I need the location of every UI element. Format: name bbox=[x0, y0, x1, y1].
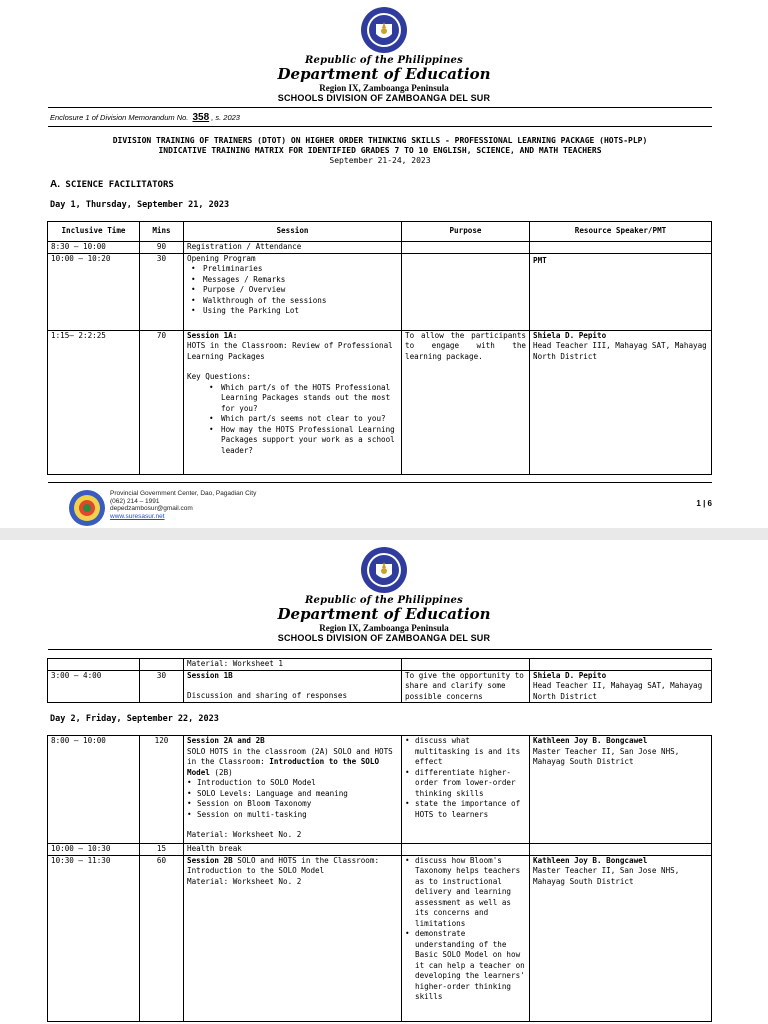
list-item: • Messages / Remarks bbox=[187, 275, 398, 286]
title-line-2: INDICATIVE TRAINING MATRIX FOR IDENTIFIED GRADES 7 TO 10 ENGLISH, SCIENCE, AND MATH TEACHERS bbox=[158, 146, 602, 155]
row-session bbox=[184, 855, 402, 1021]
table-header-row bbox=[48, 222, 712, 242]
session-title: Session 1B bbox=[187, 670, 233, 680]
row-purpose bbox=[402, 855, 530, 1021]
letterhead bbox=[0, 546, 768, 643]
row-time: 10:00 – 10:20 bbox=[48, 253, 140, 330]
division-text: SCHOOLS DIVISION OF ZAMBOANGA DEL SUR bbox=[277, 93, 491, 103]
col-session: Session bbox=[184, 222, 402, 242]
row-speaker bbox=[530, 670, 712, 703]
title-dates: September 21-24, 2023 bbox=[329, 156, 431, 165]
row-purpose bbox=[402, 659, 530, 671]
row-speaker bbox=[530, 855, 712, 1021]
republic-text: Republic of the Philippines bbox=[305, 55, 463, 66]
list-item: • Session on Bloom Taxonomy bbox=[187, 799, 398, 810]
row-speaker bbox=[530, 330, 712, 474]
row-session bbox=[184, 736, 402, 844]
row-mins bbox=[140, 659, 184, 671]
row-time: 1:15– 2:2:25 bbox=[48, 330, 140, 474]
table-row bbox=[48, 659, 712, 671]
session-title: Session 2A and 2B bbox=[187, 736, 265, 745]
section-letter: A. bbox=[50, 179, 60, 190]
republic-text: Republic of the Philippines bbox=[305, 595, 463, 606]
continuation-table bbox=[47, 658, 712, 703]
list-item: • Walkthrough of the sessions bbox=[187, 296, 398, 307]
session-desc-b: (2B) bbox=[209, 767, 233, 777]
document-page-2 bbox=[0, 540, 768, 1024]
day2-table bbox=[47, 735, 712, 1022]
list-item: • demonstrate understanding of the Basic SOLO Model on how it can help a teacher on developing the learners' higher-order thinking skills bbox=[405, 929, 526, 1003]
row-speaker bbox=[530, 844, 712, 856]
list-item: • Which part/s seems not clear to you? bbox=[187, 414, 398, 425]
enclosure-prefix: Enclosure 1 of Division Memorandum No. bbox=[50, 113, 189, 122]
session-bullets bbox=[187, 264, 398, 317]
list-item: • Using the Parking Lot bbox=[187, 306, 398, 317]
session-description bbox=[187, 747, 398, 779]
page-number: 1 | 6 bbox=[696, 499, 712, 508]
day2-heading: Day 2, Friday, September 22, 2023 bbox=[50, 714, 219, 724]
row-purpose: To allow the participants to engage with the learning package. bbox=[402, 330, 530, 474]
deped-seal-icon bbox=[360, 546, 408, 594]
list-item: • differentiate higher-order from lower-order thinking skills bbox=[405, 768, 526, 800]
session-title: Opening Program bbox=[187, 253, 256, 263]
footer-phone: (062) 214 – 1991 bbox=[110, 497, 160, 505]
session-description: HOTS in the Classroom: Review of Professional Learning Packages bbox=[187, 341, 393, 361]
row-time: 3:00 – 4:00 bbox=[48, 670, 140, 703]
row-time bbox=[48, 659, 140, 671]
memo-number: 358 bbox=[192, 112, 210, 123]
col-time: Inclusive Time bbox=[48, 222, 140, 242]
row-mins: 30 bbox=[140, 670, 184, 703]
session-desc: SOLO and HOTS in the Classroom: Introduction to the SOLO Model bbox=[187, 855, 380, 875]
section-heading bbox=[50, 179, 174, 190]
session-material: Material: Worksheet No. 2 bbox=[187, 876, 302, 886]
session-material: Material: Worksheet No. 2 bbox=[187, 830, 302, 839]
header-rule bbox=[48, 107, 712, 108]
session-bullets bbox=[187, 778, 398, 820]
row-session: Registration / Attendance bbox=[184, 242, 402, 254]
row-speaker bbox=[530, 736, 712, 844]
purpose-bullets bbox=[405, 736, 526, 820]
col-speaker: Resource Speaker/PMT bbox=[530, 222, 712, 242]
speaker-name: Shiela D. Pepito bbox=[533, 330, 607, 340]
table-row bbox=[48, 670, 712, 703]
purpose-bullets bbox=[405, 856, 526, 1003]
row-session: Health break bbox=[184, 844, 402, 856]
row-session bbox=[184, 670, 402, 703]
row-session bbox=[184, 253, 402, 330]
footer-contact bbox=[110, 490, 256, 520]
row-speaker bbox=[530, 659, 712, 671]
day1-table bbox=[47, 221, 712, 475]
footer-address: Provincial Government Center, Dao, Pagadian City bbox=[110, 490, 257, 497]
section-label: SCIENCE FACILITATORS bbox=[65, 180, 174, 190]
table-row bbox=[48, 736, 712, 844]
key-questions bbox=[187, 383, 398, 457]
day1-heading: Day 1, Thursday, September 21, 2023 bbox=[50, 200, 230, 210]
col-purpose: Purpose bbox=[402, 222, 530, 242]
row-mins: 60 bbox=[140, 855, 184, 1021]
session-title: Session 2B bbox=[187, 855, 233, 865]
page-footer bbox=[48, 482, 712, 526]
row-time: 8:30 – 10:00 bbox=[48, 242, 140, 254]
header-rule bbox=[48, 649, 712, 650]
list-item: • discuss how Bloom's Taxonomy helps teachers as to instructional delivery and learning assessment as well as its concerns and limitations bbox=[405, 856, 526, 930]
table-row bbox=[48, 330, 712, 474]
title-line-1: DIVISION TRAINING OF TRAINERS (DTOT) ON HIGHER ORDER THINKING SKILLS - PROFESSIONAL LEARNING PACKAGE (HOTS-PLP) bbox=[112, 136, 648, 145]
row-speaker: PMT bbox=[530, 253, 712, 330]
footer-website-link[interactable]: www.suresasur.net bbox=[110, 512, 165, 520]
department-name: Department of Education bbox=[277, 65, 491, 83]
list-item: • state the importance of HOTS to learners bbox=[405, 799, 526, 820]
speaker-position: Master Teacher II, San Jose NHS, Mahayag South District bbox=[533, 746, 680, 766]
table-row bbox=[48, 253, 712, 330]
list-item: • How may the HOTS Professional Learning Packages support your work as a school leader? bbox=[187, 425, 398, 457]
speaker-name: Kathleen Joy B. Bongcawel bbox=[533, 736, 648, 745]
list-item: • discuss what multitasking is and its effect bbox=[405, 736, 526, 768]
enclosure-series: , s. 2023 bbox=[211, 113, 240, 122]
table-row bbox=[48, 844, 712, 856]
row-time: 10:00 – 10:30 bbox=[48, 844, 140, 856]
session-description: Discussion and sharing of responses bbox=[187, 691, 348, 700]
speaker-position: Head Teacher III, Mahayag SAT, Mahayag North District bbox=[533, 341, 707, 361]
speaker-name: Shiela D. Pepito bbox=[533, 670, 607, 680]
row-purpose bbox=[402, 242, 530, 254]
row-mins: 15 bbox=[140, 844, 184, 856]
row-purpose: To give the opportunity to share and clarify some possible concerns bbox=[402, 670, 530, 703]
list-item: • Introduction to SOLO Model bbox=[187, 778, 398, 789]
row-purpose bbox=[402, 736, 530, 844]
session-desc-a: SOLO HOTS in the classroom (2A) SOLO and HOTS in the Classroom: bbox=[187, 746, 393, 766]
speaker-position: Head Teacher II, Mahayag SAT, Mahayag North District bbox=[533, 681, 703, 701]
province-seal-icon bbox=[68, 489, 106, 527]
speaker-name: Kathleen Joy B. Bongcawel bbox=[533, 855, 648, 865]
session-title: Session 1A: bbox=[187, 330, 238, 340]
row-session bbox=[184, 330, 402, 474]
table-row bbox=[48, 855, 712, 1021]
speaker-position: Master Teacher II, San Jose NHS, Mahayag South District bbox=[533, 866, 680, 886]
list-item: • Which part/s of the HOTS Professional Learning Packages stands out the most for you? bbox=[187, 383, 398, 415]
enclosure-line bbox=[50, 112, 240, 123]
table-row bbox=[48, 242, 712, 254]
list-item: • Purpose / Overview bbox=[187, 285, 398, 296]
row-mins: 90 bbox=[140, 242, 184, 254]
row-mins: 120 bbox=[140, 736, 184, 844]
row-mins: 30 bbox=[140, 253, 184, 330]
col-mins: Mins bbox=[140, 222, 184, 242]
row-purpose bbox=[402, 844, 530, 856]
list-item: • SOLO Levels: Language and meaning bbox=[187, 789, 398, 800]
list-item: • Session on multi-tasking bbox=[187, 810, 398, 821]
key-questions-label: Key Questions: bbox=[187, 372, 252, 381]
enclosure-rule bbox=[48, 126, 712, 127]
document-title bbox=[48, 136, 712, 166]
list-item: • Preliminaries bbox=[187, 264, 398, 275]
page-separator bbox=[0, 528, 768, 540]
region-text: Region IX, Zamboanga Peninsula bbox=[319, 623, 449, 633]
footer-email[interactable]: depedzambosur@gmail.com bbox=[110, 505, 193, 512]
letterhead bbox=[0, 6, 768, 103]
row-purpose bbox=[402, 253, 530, 330]
row-speaker bbox=[530, 242, 712, 254]
division-text: SCHOOLS DIVISION OF ZAMBOANGA DEL SUR bbox=[277, 633, 491, 643]
region-text: Region IX, Zamboanga Peninsula bbox=[319, 83, 449, 93]
session-desc-bold: Introduction to the SOLO Model bbox=[187, 757, 380, 777]
row-mins: 70 bbox=[140, 330, 184, 474]
deped-seal-icon bbox=[360, 6, 408, 54]
department-name: Department of Education bbox=[277, 605, 491, 623]
row-session: Material: Worksheet 1 bbox=[184, 659, 402, 671]
row-time: 10:30 – 11:30 bbox=[48, 855, 140, 1021]
session-description bbox=[187, 856, 398, 877]
row-time: 8:00 – 10:00 bbox=[48, 736, 140, 844]
